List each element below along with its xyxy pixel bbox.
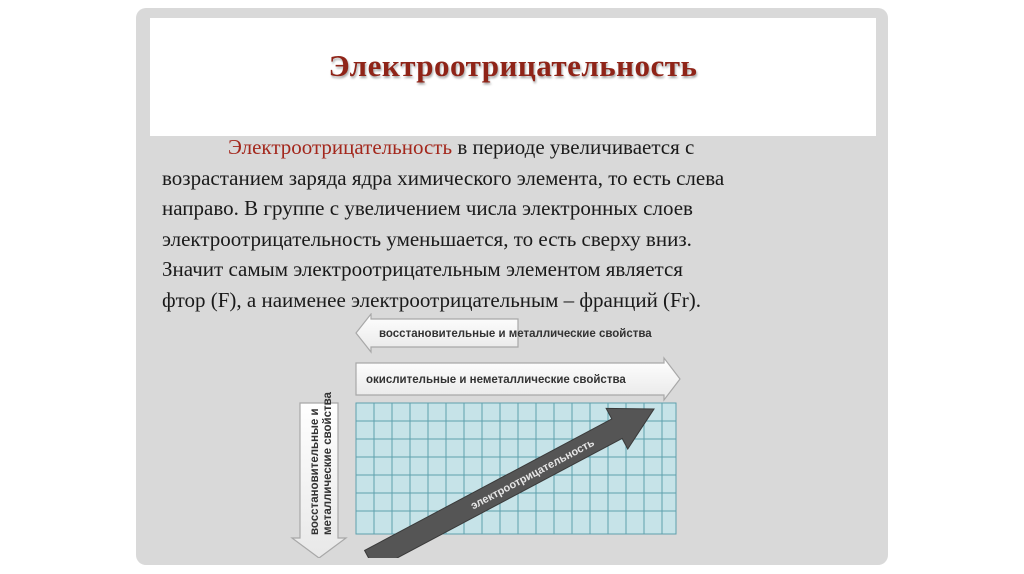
diagram-svg [286, 313, 686, 558]
arrow-down-label-1: восстановительные и [309, 408, 321, 535]
paragraph-line-1-rest: в периоде увеличивается с [452, 135, 695, 159]
slide-title: Электроотрицательность [328, 48, 698, 83]
paragraph-line-4: электроотрицательность уменьшается, то есть сверху вниз. [162, 226, 692, 251]
arrow-down-reducing [292, 391, 346, 558]
paragraph-line-5: Значит самым электроотрицательным элементом является [162, 257, 683, 281]
arrow-left-reducing [356, 314, 652, 352]
title-box [150, 18, 876, 136]
paragraph-line-2: возрастанием заряда ядра химического элемента, то есть слева [162, 165, 725, 190]
arrow-right-oxidizing [356, 358, 680, 400]
arrow-right-label: окислительные и неметаллические свойства [366, 374, 626, 386]
paragraph-line-1 [162, 132, 870, 163]
highlight-term: Электроотрицательность [228, 135, 453, 159]
paragraph-line-3: направо. В группе с увеличением числа электронных слоев [162, 196, 693, 220]
periodic-trend-diagram [286, 313, 686, 558]
slide [136, 8, 888, 565]
diagonal-arrow-label: электроотрицательность [468, 436, 597, 513]
body-paragraph [162, 132, 870, 315]
paragraph-line-6: фтор (F), а наименее электроотрицательным – франций (Fr). [162, 287, 701, 312]
arrow-left-label: восстановительные и металлические свойства [379, 328, 652, 340]
arrow-down-label-2: металлические свойства [322, 392, 334, 535]
